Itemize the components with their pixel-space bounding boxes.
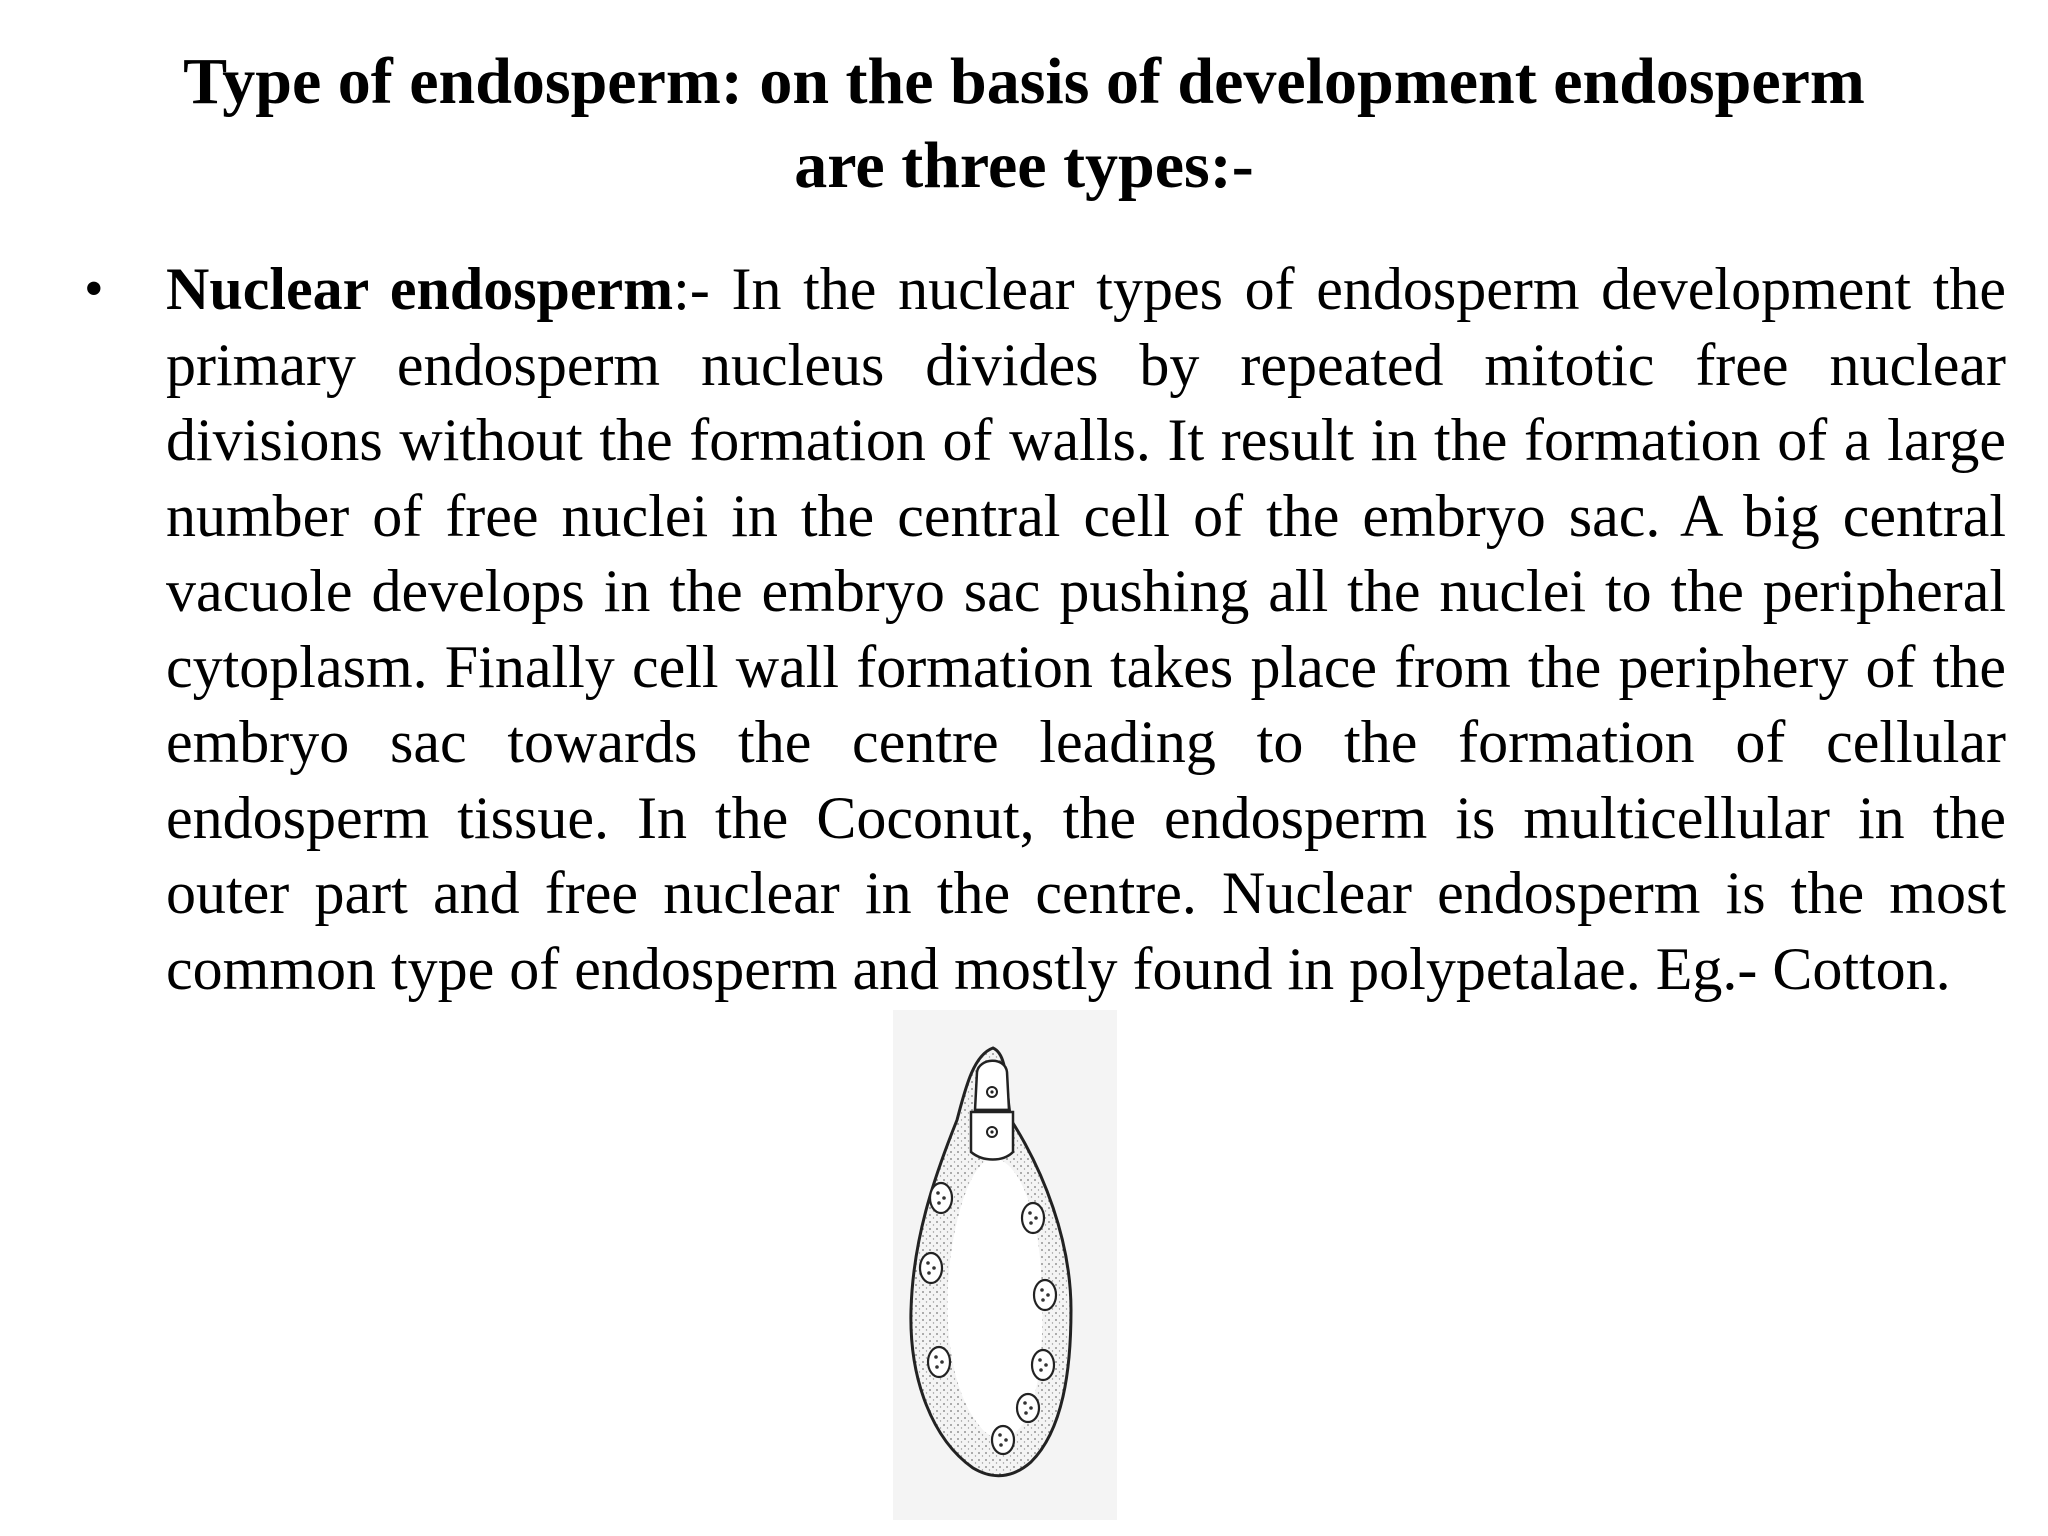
slide-title <box>0 40 2048 208</box>
bullet-icon: • <box>84 258 104 320</box>
bullet-list <box>84 252 2006 1007</box>
slide-title-line-1: Type of endosperm: on the basis of development endosperm <box>183 45 1865 118</box>
embryo-sac-figure <box>893 1010 1117 1520</box>
bullet-text: In the nuclear types of endosperm development the primary endosperm nucleus divides by repeated mitotic free nuclear divisions without the formation of walls. It result in the formation of a large number of free nuclei in the central cell of the embryo sac. A big central vacuole develops in the embryo sac pushing all the nuclei to the peripheral cytoplasm. Finally cell wall formation takes place from the periphery of the embryo sac towards the centre leading to the formation of cellular endosperm tissue. In the Coconut, the endosperm is multicellular in the outer part and free nuclear in the centre. Nuclear endosperm is the most common type of endosperm and mostly found in polypetalae. Eg.- Cotton. <box>166 256 2006 1002</box>
embryo-sac-icon <box>893 1010 1117 1520</box>
slide-title-line-2: are three types:- <box>794 129 1254 202</box>
bullet-separator: :- <box>673 256 710 322</box>
bullet-item-nuclear-endosperm <box>84 252 2006 1007</box>
bullet-term: Nuclear endosperm <box>166 256 674 322</box>
